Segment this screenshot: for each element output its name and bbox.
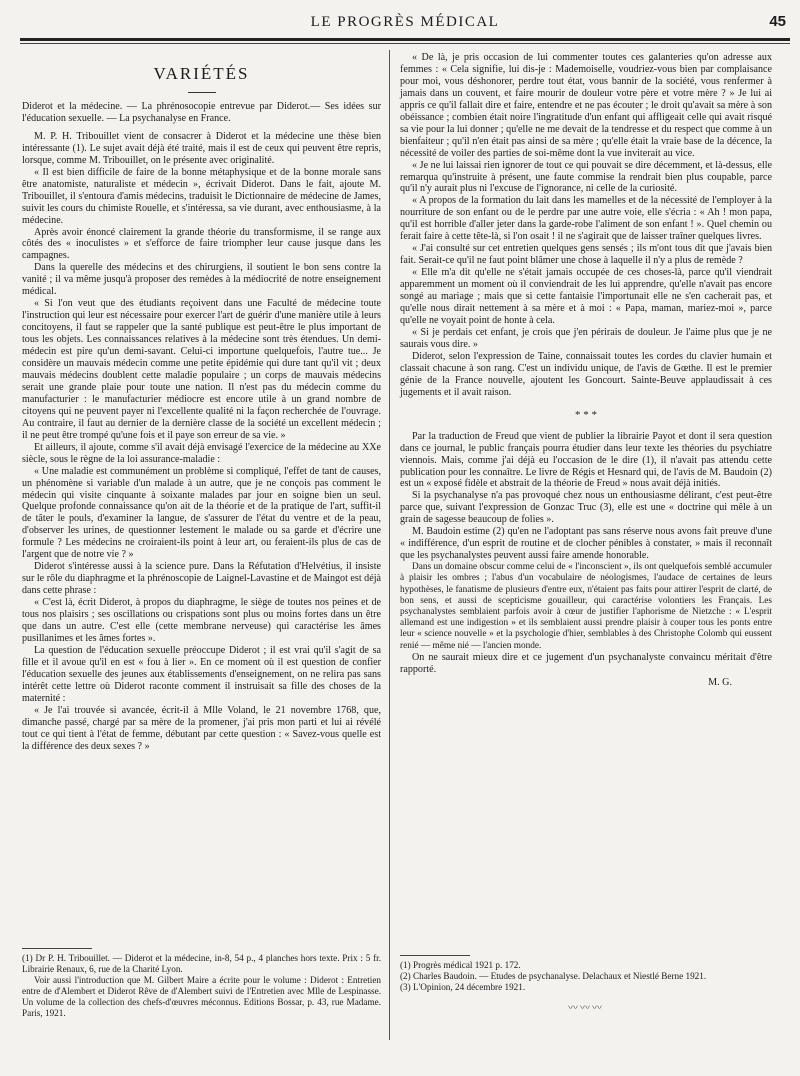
- quote-paragraph: « A propos de la formation du lait dans les mamelles et de la nécessité de l'employer à la nourriture de son enfant ou de le perdre par une autre voie, elle s'écria : « Ah ! mon papa, qu'il est horrible d'aller jeter dans la garde-robe l'aliment de son enfant ! ». Quel chemin ou ferait faire à cette tête-là, si l'on osait ! il ne s'agirait que de laisser traîner quelques livres.: [400, 195, 772, 243]
- paragraph: Et ailleurs, il ajoute, comme s'il avait déjà envisagé l'exercice de la médecine au XXe siècle, sous le règne de la loi assurance-maladie :: [22, 441, 381, 465]
- paragraph: Si la psychanalyse n'a pas provoqué chez nous un enthousiasme délirant, c'est peut-être parce que, suivant l'expression de Gonzac Truc (3), elle est une « doctrine qui mêle à un grain de sagesse beaucoup de folies ».: [400, 490, 772, 526]
- paragraph: « Il est bien difficile de faire de la bonne métaphysique et de la bonne morale sans être anatomiste, naturaliste et médecin », écrivait Diderot. Dans le fait, ajoute M. Tribouillet, il s'entoura d'amis médecins, traduisit le Dictionnaire de médecine de James, suivit les cours du chimiste Rouelle, et s'intéressa, sa vie durant, avec enthousiasme, à la médecine.: [22, 166, 381, 226]
- column-divider: [389, 50, 390, 1040]
- paragraph: M. P. H. Tribouillet vient de consacrer à Diderot et la médecine une thèse bien intéressante (1). Le sujet avait déjà été traité, mais il est de ceux qui peuvent être repris, lorsque, comme M. Tribouillet, on le présente avec originalité.: [22, 130, 381, 166]
- quote-paragraph: « C'est là, écrit Diderot, à propos du diaphragme, le siège de toutes nos peines et de tous nos plaisirs ; ses oscillations ou crispations sont plus ou moins fortes dans un être que dans un autre. C'est elle (cette membrane nerveuse) qui caractérise les âmes pusillanimes et les âmes fortes ».: [22, 597, 381, 644]
- paragraph: Diderot, selon l'expression de Taine, connaissait toutes les cordes du clavier humain et classait chacune à son rang. C'est un individu unique, de l'avis de Gœthe. Il est le premier génie de la France nouvelle, ajoutent les Goncourt. Sainte-Beuve applaudissait à ces jugements et il avait raison.: [400, 350, 772, 398]
- page-header: [20, 10, 790, 40]
- footnote: Voir aussi l'introduction que M. Gilbert Maire a écrite pour le volume : Diderot : Entretien entre de d'Alembert et Diderot Rêve de d'Alembert suivi de l'Entretien avec Mlle de Lespinasse. Un volume de la collection des chefs-d'œuvres méconnus. Editions Bossar, p. 43, rue Madame. Paris, 1921.: [22, 975, 381, 1018]
- header-rule-thick: [20, 38, 790, 41]
- footnote: (2) Charles Baudoin. — Etudes de psychanalyse. Delachaux et Niestlé Berne 1921.: [400, 971, 707, 981]
- header-rule-thin: [20, 43, 790, 44]
- section-separator-stars: * * *: [575, 408, 597, 421]
- footnote: (1) Progrès médical 1921 p. 172.: [400, 960, 521, 970]
- end-ornament: 〰〰〰: [568, 1003, 604, 1014]
- paragraph: Diderot s'intéresse aussi à la science pure. Dans la Réfutation d'Helvétius, il insiste sur le rôle du diaphragme et la phrénoscopie de Laignel-Lavastine et de Maingot est déjà dans cette phrase :: [22, 561, 381, 597]
- quote-paragraph: « Je ne lui laissai rien ignorer de tout ce qui pouvait se dire décemment, et là-dessus, elle remarqua qu'instruite à présent, une faute commise la rendrait bien plus coupable, parce qu'il n'y aurait plus ni l'excuse de l'ignorance, ni celle de la curiosité.: [400, 159, 772, 195]
- quote-paragraph: « De là, je pris occasion de lui commenter toutes ces galanteries qu'on adresse aux femmes : « Cela signifie, lui dis-je : Mademoiselle, voudriez-vous bien par complaisance pour moi, vous déshonorer, perdre tout état, vous bannir de la société, vous renfermer à jamais dans un couvent, et faire mourir de douleur votre père et votre mère ? » Je lui ai appris ce qu'il fallait dire et faire, entendre et ne pas écouter ; le droit qu'avait sa mère à son obéissance ; combien était noire l'ingratitude d'un enfant qui affligeait celle qui avait risqué sa vie pour la lui donner ; qu'elle ne me devait de la tendresse et du respect que comme à un bienfaiteur ; qu'il n'en était pas ainsi de sa mère ; qu'elle était la vraie base de la décence, la nécessité de voiler des parties de soi-même dont la vue inviterait au vice.: [400, 52, 772, 159]
- footnote: (3) L'Opinion, 24 décembre 1921.: [400, 982, 526, 992]
- section-title: VARIÉTÉS: [153, 64, 250, 83]
- left-footnotes: [22, 940, 381, 1019]
- quote-paragraph: « Si l'on veut que des étudiants reçoivent dans une Faculté de médecine toute l'instruction qui leur est nécessaire pour exercer l'art de guérir d'une manière utile à leurs concitoyens, il faut se rappeler que la santé publique est peut-être le plus important de tous les objets. Les connaissances relatives à la médecine sont très étendues. Un demi-médecin est pire qu'un demi-savant. Celui-ci importune quelquefois, l'autre tue... Je considère un mauvais médecin comme une petite épidémie qui dure tant qu'il vit ; deux mauvais médecins doublent cette maladie populaire ; un corps de mauvais médecins serait une grande plaie pour toute une nation. Il n'est pas du médecin comme du manufacturier : le manufacturier médiocre est encore utile à un grand nombre de citoyens qui ne peuvent payer ni l'excellente qualité ni la façon recherchée de l'ouvrage. Au contraire, il faut au dernier de la dernière classe de la société un excellent médecin ; il ne peut être trompé qu'une fois et il paye son erreur de sa vie. »: [22, 298, 381, 441]
- quote-paragraph: « Si je perdais cet enfant, je crois que j'en périrais de douleur. Je l'aime plus que je ne saurais vous dire. »: [400, 326, 772, 350]
- paragraph: La question de l'éducation sexuelle préoccupe Diderot ; il est vrai qu'il s'agit de sa fille et il avoue qu'il en est « fou à lier ». En ce moment où il est question de confier l'éducation sexuelle des jeunes aux établissements d'enseignement, on ne relira pas sans intérêt cette lettre où Diderot raconte comment il instruisait sa fille des choses de la maternité :: [22, 644, 381, 704]
- section-summary: Diderot et la médecine. — La phrénosocopie entrevue par Diderot.— Ses idées sur l'éducation sexuelle. — La psychanalyse en France.: [22, 101, 381, 124]
- paragraph: Dans la querelle des médecins et des chirurgiens, il soutient le bon sens contre la vanité ; il va même jusqu'à proposer des remèdes à la médiocrité de notre enseignement médical.: [22, 262, 381, 298]
- left-column: [22, 52, 381, 752]
- paragraph: M. Baudoin estime (2) qu'en ne l'adoptant pas sans réserve nous avons fait preuve d'une « indifférence, d'un esprit de routine et de clocher pénibles à constater, » mais il reconnaît que les psychanalystes peuvent aussi faire amende honorable.: [400, 526, 772, 562]
- footnote-rule: [22, 948, 92, 949]
- quote-paragraph: « Elle m'a dit qu'elle ne s'était jamais occupée de ces choses-là, parce qu'il viendrait apparemment un moment où il conviendrait de les lui apprendre, qu'elle n'avait pas encore songé au mariage ; mais que si cette fantaisie l'importunait elle ne s'en cacherait pas, et qu'elle nous dirait nettement à sa mère et à moi : « Papa, maman, mariez-moi », parce qu'elle ne voyait point de honte à cela.: [400, 267, 772, 326]
- small-quote-paragraph: Dans un domaine obscur comme celui de « l'inconscient », ils ont quelquefois semblé accumuler à plaisir les ombres ; l'abus d'un vocabulaire de néologismes, l'audace de certaines de leurs hypothèses, le fanatisme de plusieurs d'entre eux, n'étaient pas faits pour attirer l'esprit de clarté, de bon sens, et aussi de scepticisme gouailleur, qui caractérise volontiers les Français. Les psychanalystes semblaient parfois avoir à cœur de justifier l'aphorisme de Nietzche : « L'esprit allemand est une indigestion » et ils semblaient aussi prendre plaisir à couper tous les ponts entre leur « science nouvelle » et la psychologie d'hier, semblables à des Christophe Colomb qui eussent renié — même nié — l'ancien monde.: [400, 562, 772, 651]
- signature: M. G.: [708, 676, 732, 688]
- footnote: (1) Dr P. H. Tribouillet. — Diderot et la médecine, in-8, 54 p., 4 planches hors texte. Prix : 5 fr. Librairie Renaux, 6, rue de la Charité Lyon.: [22, 953, 381, 974]
- quote-paragraph: « J'ai consulté sur cet entretien quelques gens sensés ; ils m'ont tous dit que j'avais bien fait. Serait-ce qu'il ne faut point blâmer une chose à laquelle il n'y a plus de remède ?: [400, 243, 772, 267]
- title-rule: [188, 92, 216, 93]
- page-number: 45: [769, 13, 786, 30]
- footnote-rule: [400, 955, 470, 956]
- right-footnotes: [400, 947, 772, 1014]
- paragraph: Par la traduction de Freud que vient de publier la librairie Payot et dont il sera question dans ce journal, le public français pourra étudier dans leur texte les théories du psychiatre viennois. Mais, comme j'ai déjà eu l'occasion de le dire (1), il n'avait pas attendu cette publication pour les connaître. Le livre de Régis et Hesnard qui, de l'avis de M. Baudoin (2) est un « exposé fidèle et abstrait de la théorie de Freud » nous avait déjà initiés.: [400, 430, 772, 490]
- quote-paragraph: « Une maladie est communément un problème si compliqué, l'effet de tant de causes, un phénomène si variable d'un malade à un autre, que je ne conçois pas comment le médecin qui visite cinquante à soixante malades par jour en soigne bien un seul. Quelque profonde connaissance qu'on ait de la théorie et de la pratique de l'art, suffit-il de tâter le pouls, d'examiner la langue, de s'assurer de l'état du ventre et de la peau, d'observer les urines, de questionner lestement le malade ou sa garde et d'écrire une formule ? Les médecins ne croiraient-ils point à leur art, ou feraient-ils plus de cas de l'argent que de notre vie ? »: [22, 465, 381, 561]
- right-column: [400, 52, 772, 688]
- quote-paragraph: « Je l'ai trouvée si avancée, écrit-il à Mlle Voland, le 21 novembre 1768, que, dimanche passé, chargé par sa mère de la promener, j'ai pris mon parti et lui ai révélé tout ce qui tient à l'état de femme, débutant par cette question : « Savez-vous quelle est la différence des deux sexes ? »: [22, 704, 381, 752]
- paragraph: On ne saurait mieux dire et ce jugement d'un psychanalyste convaincu méritait d'être rapporté.: [400, 651, 772, 675]
- journal-title: LE PROGRÈS MÉDICAL: [310, 14, 500, 30]
- paragraph: Après avoir énoncé clairement la grande théorie du transformisme, il se range aux côtés des « inoculistes » et s'efforce de faire triompher leur cause jusque dans les campagnes.: [22, 226, 381, 262]
